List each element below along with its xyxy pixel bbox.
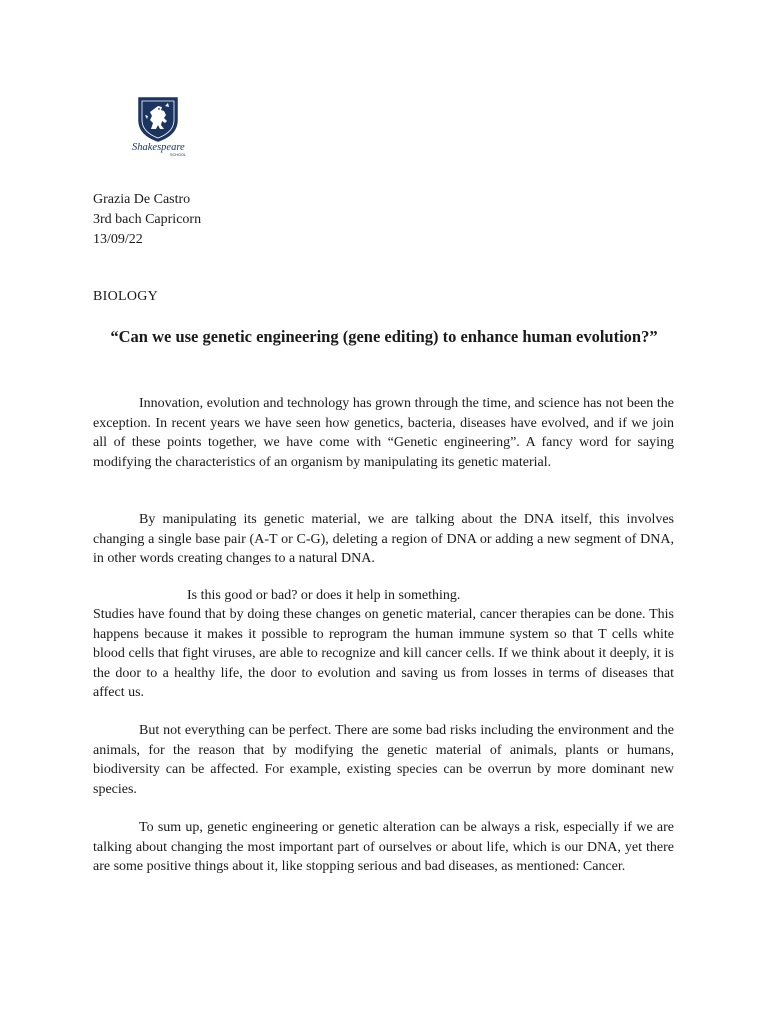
document-date: 13/09/22 [93, 232, 143, 247]
subject-label: BIOLOGY [93, 289, 159, 304]
paragraph-risks: But not everything can be perfect. There are some bad risks including the environment and the animals, for the reason that by modifying the genetic material of animals, plants or humans, biodiversity can be affected. For example, existing species can be overrun by more dominant new species. [93, 723, 674, 797]
logo-wordmark [130, 139, 194, 159]
paragraph-intro: Innovation, evolution and technology has grown through the time, and science has not been the exception. In recent years we have seen how genetics, bacteria, diseases have evolved, and if we join all of these points together, we have come with “Genetic engineering”. A fancy word for saying modifying the characteristics of an organism by manipulating its genetic material. [93, 396, 674, 470]
class-name: 3rd bach Capricorn [93, 212, 202, 227]
paragraph-dna: By manipulating its genetic material, we are talking about the DNA itself, this involves changing a single base pair (A-T or C-G), deleting a region of DNA or adding a new segment of DNA, in other words creating changes to a natural DNA. [93, 512, 674, 567]
essay-title: “Can we use genetic engineering (gene editing) to enhance human evolution?” [110, 327, 658, 346]
paragraph-benefits: Studies have found that by doing these changes on genetic material, cancer therapies can be done. This happens because it makes it possible to reprogram the human immune system so that T cells white blood cells that fight viruses, are able to recognize and kill cancer cells. If we think about it deeply, it is the door to a healthy life, the door to evolution and saving us from losses in terms of diseases that affect us. [93, 607, 674, 701]
school-logo [130, 96, 194, 160]
paragraph-question: Is this good or bad? or does it help in something. [187, 588, 461, 603]
student-info [93, 190, 493, 250]
svg-text:SCHOOL: SCHOOL [170, 153, 187, 157]
crest-icon [137, 96, 179, 142]
author-name: Grazia De Castro [93, 192, 191, 207]
svg-text:Shakespeare: Shakespeare [132, 142, 185, 153]
paragraph-conclusion: To sum up, genetic engineering or genetic alteration can be always a risk, especially if we are talking about changing the most important part of ourselves or about life, which is our DNA, yet there are some positive things about it, like stopping serious and bad diseases, as mentioned: Cancer. [93, 820, 674, 875]
